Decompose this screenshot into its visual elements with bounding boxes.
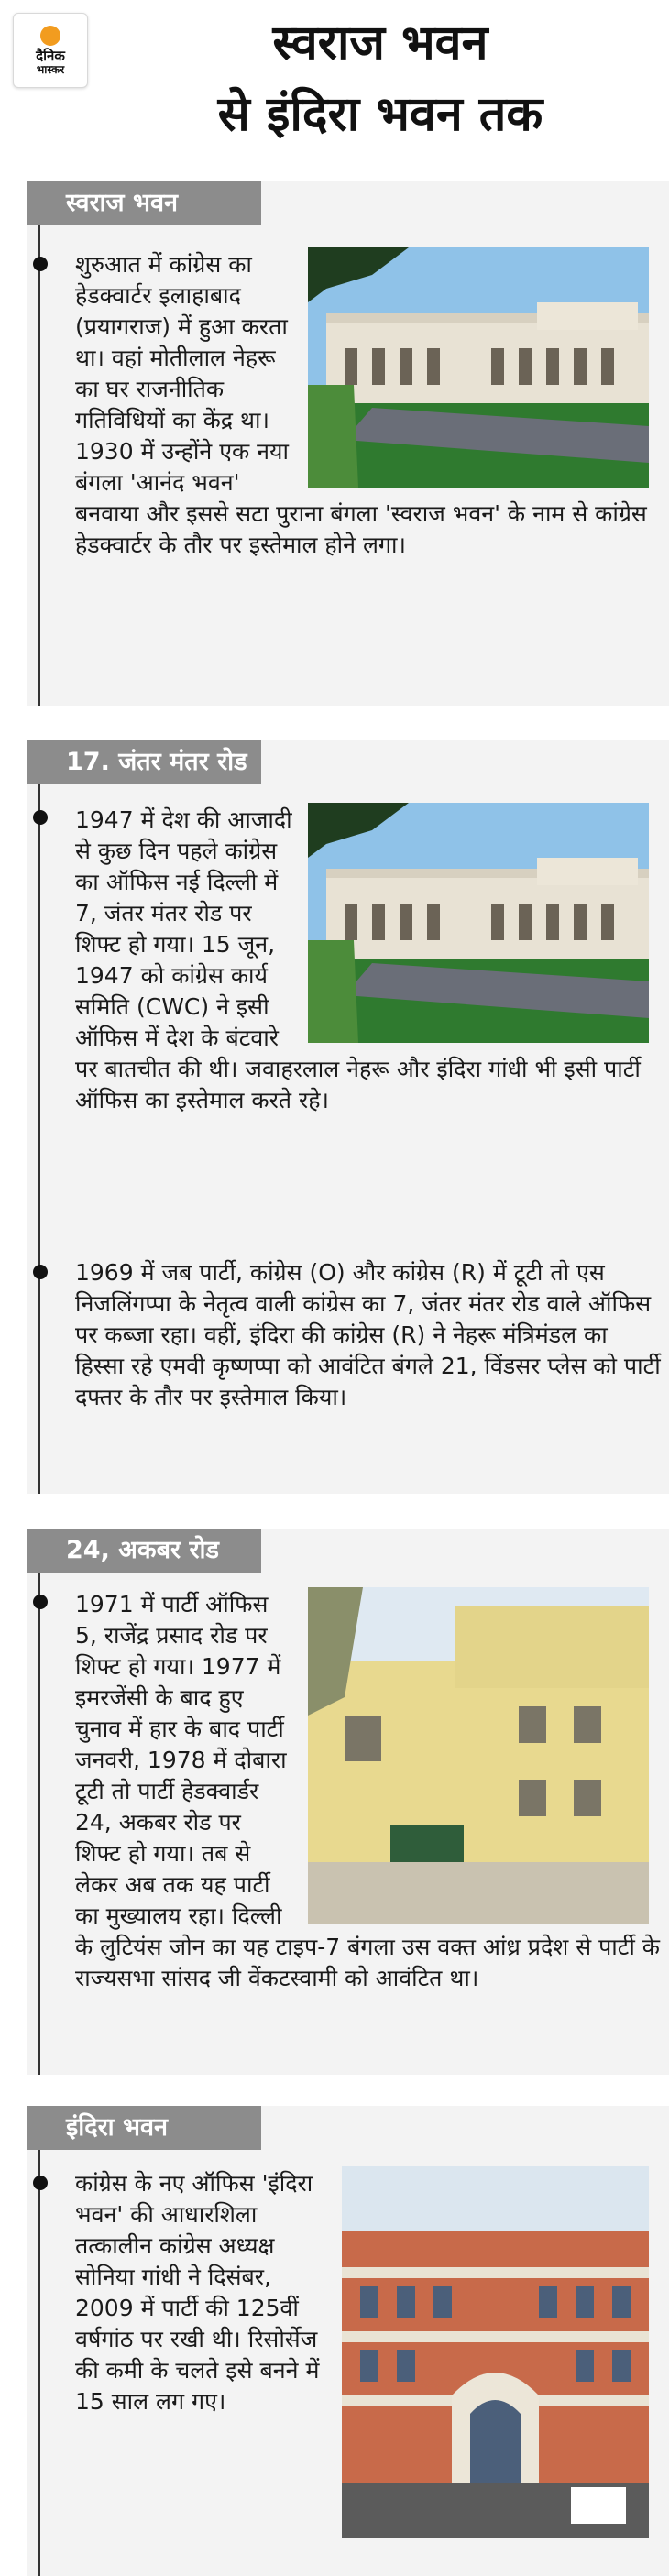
sun-icon	[40, 26, 60, 46]
timeline-line	[38, 1573, 40, 2075]
timeline-line	[38, 2150, 40, 2576]
section-paragraph	[75, 249, 662, 561]
timeline-line	[38, 225, 40, 706]
section-paragraph: 1969 में जब पार्टी, कांग्रेस (O) और कांग्रेस (R) में टूटी तो एस निजलिंगप्पा के नेतृत्व वाली कांग्रेस का 7, जंतर मंतर रोड वाले ऑफिस पर कब्जा रहा। वहीं, इंदिरा की कांग्रेस (R) ने नेहरू मंत्रिमंडल का हिस्सा रहे एमवी कृष्णप्पा को आवंटित बंगले 21, विंडसर प्लेस को पार्टी दफ्तर के तौर पर इस्तेमाल किया।	[75, 1259, 661, 1410]
swaraj-bhavan-photo	[308, 247, 649, 488]
timeline-line	[38, 784, 40, 1494]
timeline-dot	[33, 810, 48, 825]
section-heading: 24, अकबर रोड	[27, 1529, 261, 1573]
section-heading: 17. जंतर मंतर रोड	[27, 740, 261, 784]
logo-text-line2: भास्कर	[36, 62, 65, 76]
paragraph-text: 1971 में पार्टी ऑफिस 5, राजेंद्र प्रसाद रोड पर शिफ्ट हो गया। 1977 में इमरजेंसी के बाद हुए चुनाव में हार के बाद पार्टी जनवरी, 1978 में दोबारा टूटी तो पार्टी हेडक्वार्डर 24, अकबर रोड पर शिफ्ट हो गया। तब से लेकर अब तक यह पार्टी का मुख्यालय रहा। दिल्ली के लुटियंस जोन का यह टाइप-7 बंगला उस वक्त आंध्र प्रदेश से पार्टी के राज्यसभा सांसद जी वेंकटस्वामी को आवंटित था।	[75, 1591, 660, 1991]
section-paragraph	[75, 2168, 662, 2541]
timeline-dot	[33, 257, 48, 271]
dainik-bhaskar-logo	[13, 13, 88, 88]
paragraph-text: शुरुआत में कांग्रेस का हेडक्वार्टर इलाहाबाद (प्रयागराज) में हुआ करता था। वहां मोतीलाल नेहरू का घर राजनीतिक गतिविधियों का केंद्र था। 1930 में उन्होंने एक नया बंगला 'आनंद भवन' बनवाया और इससे सटा पुराना बंगला 'स्वराज भवन' के नाम से कांग्रेस हेडक्वार्टर के तौर पर इस्तेमाल होने लगा।	[75, 251, 647, 558]
page-title-line1: स्वराज भवन	[272, 16, 488, 71]
section-jantar-mantar-road	[27, 740, 669, 1494]
section-heading: स्वराज भवन	[27, 181, 261, 225]
timeline-dot	[33, 1265, 48, 1279]
paragraph-text: 1947 में देश की आजादी से कुछ दिन पहले कांग्रेस का ऑफिस नई दिल्ली में 7, जंतर मंतर रोड पर शिफ्ट हो गया। 15 जून, 1947 को कांग्रेस कार्य समिति (CWC) ने इसी ऑफिस में देश के बंटवारे पर बातचीत की थी। जवाहरलाल नेहरू और इंदिरा गांधी भी इसी पार्टी ऑफिस का इस्तेमाल करते रहे।	[75, 806, 641, 1113]
section-heading: इंदिरा भवन	[27, 2106, 261, 2150]
section-swaraj-bhavan	[27, 181, 669, 706]
jantar-mantar-office-photo	[308, 803, 649, 1043]
section-paragraph	[75, 805, 662, 1116]
section-akbar-road	[27, 1529, 669, 2075]
akbar-road-bungalow-photo	[308, 1587, 649, 1924]
timeline-dot	[33, 2176, 48, 2190]
indira-bhavan-photo	[342, 2166, 649, 2538]
page-title-line2: से इंदिरा भवन तक	[217, 87, 543, 142]
paragraph-text: कांग्रेस के नए ऑफिस 'इंदिरा भवन' की आधारशिला तत्कालीन कांग्रेस अध्यक्ष सोनिया गांधी ने दिसंबर, 2009 में पार्टी की 125वीं वर्षगांठ पर रखी थी। रिसोर्सेज की कमी के चलते इसे बनने में 15 साल लग गए।	[75, 2170, 320, 2415]
logo-text-line1: दैनिक	[36, 47, 65, 64]
page-title	[101, 7, 660, 150]
section-paragraph	[75, 1589, 662, 1994]
timeline-dot	[33, 1595, 48, 1609]
section-indira-bhavan	[27, 2106, 669, 2576]
